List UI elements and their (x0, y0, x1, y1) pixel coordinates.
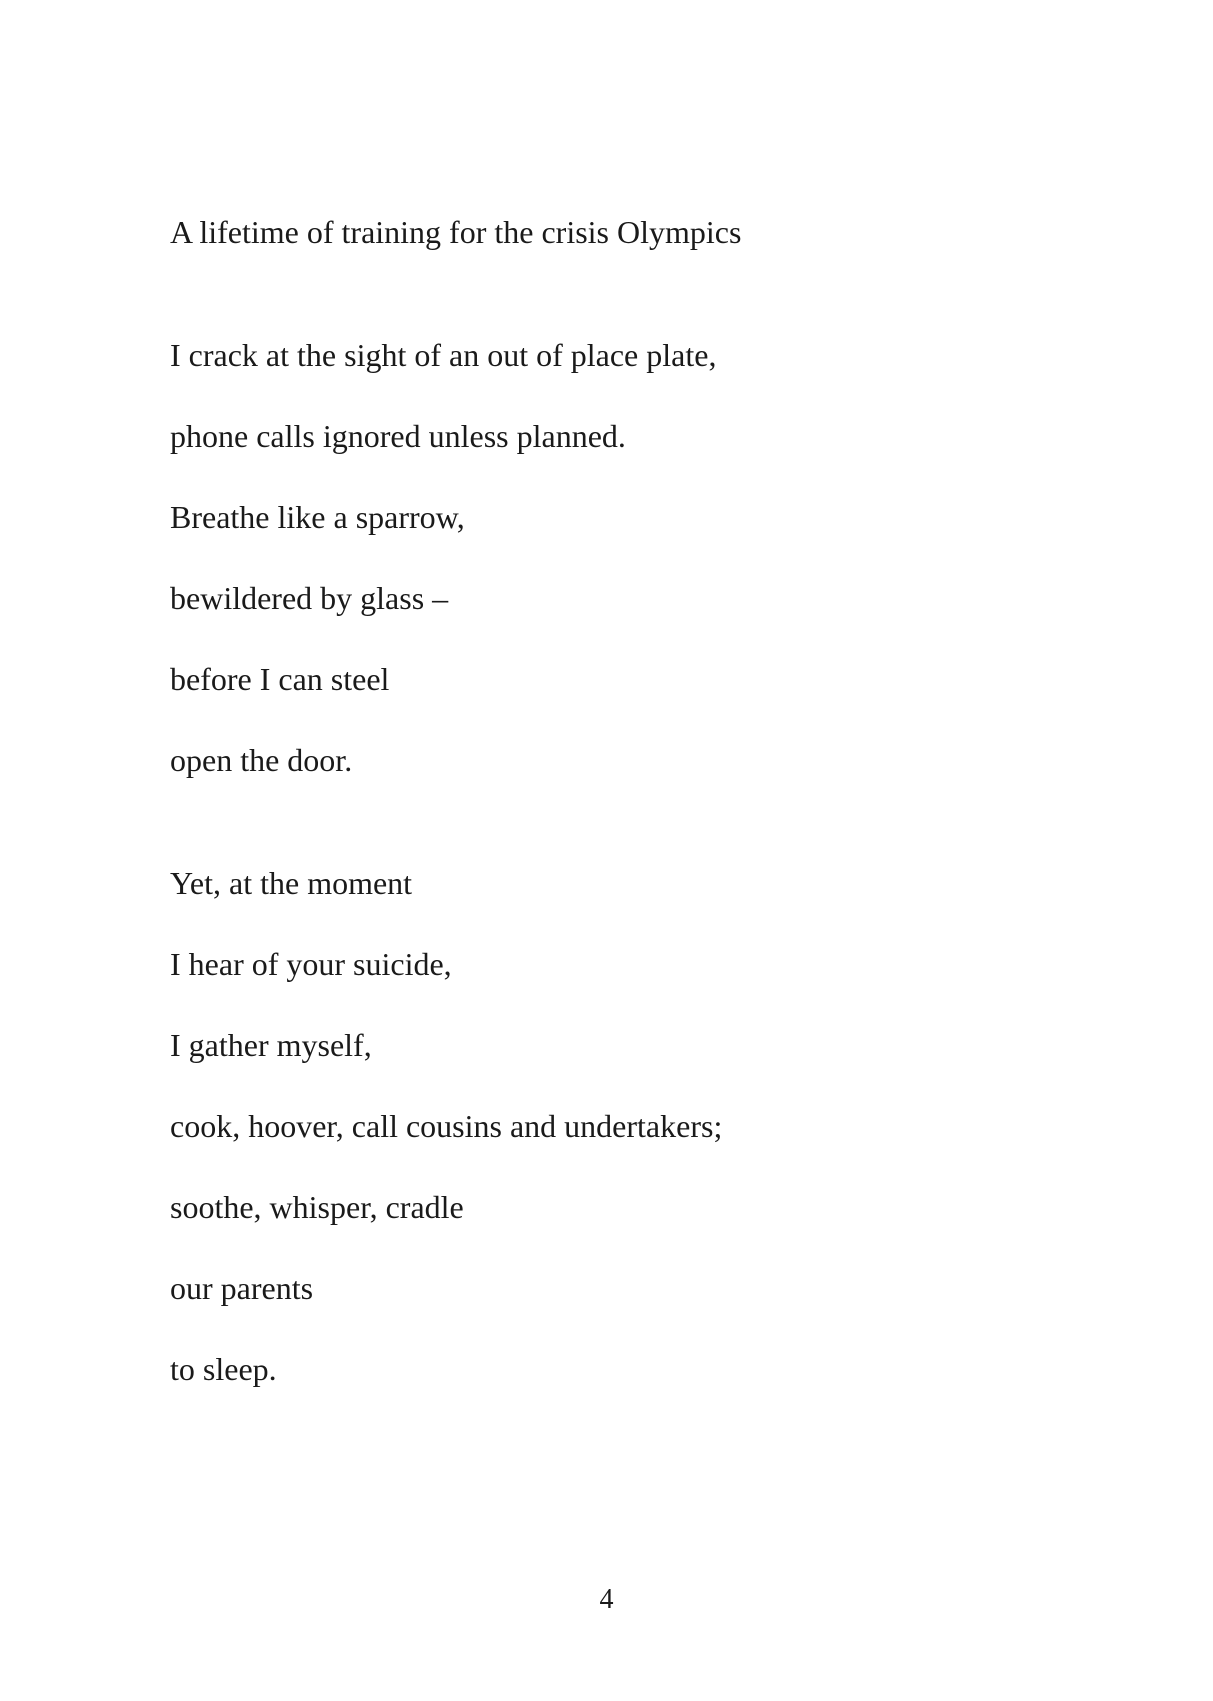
page-number: 4 (599, 1584, 614, 1615)
poem-line: cook, hoover, call cousins and undertakers; (170, 1108, 723, 1144)
poem-line: I hear of your suicide, (170, 946, 452, 982)
poem-line: I crack at the sight of an out of place plate, (170, 337, 717, 373)
poem-line: soothe, whisper, cradle (170, 1189, 464, 1225)
poem-line: before I can steel (170, 661, 390, 697)
poem-line: bewildered by glass – (170, 580, 449, 616)
poem-title: A lifetime of training for the crisis Olympics (170, 214, 742, 250)
poem-line: I gather myself, (170, 1027, 372, 1063)
poem-line: Yet, at the moment (170, 865, 413, 901)
stanza-1 (170, 335, 716, 821)
stanza-2 (170, 863, 722, 1430)
poem-line: to sleep. (170, 1351, 277, 1387)
poem-line: phone calls ignored unless planned. (170, 418, 626, 454)
poem-line: Breathe like a sparrow, (170, 499, 465, 535)
poem-line: our parents (170, 1270, 314, 1306)
poem-line: open the door. (170, 742, 353, 778)
